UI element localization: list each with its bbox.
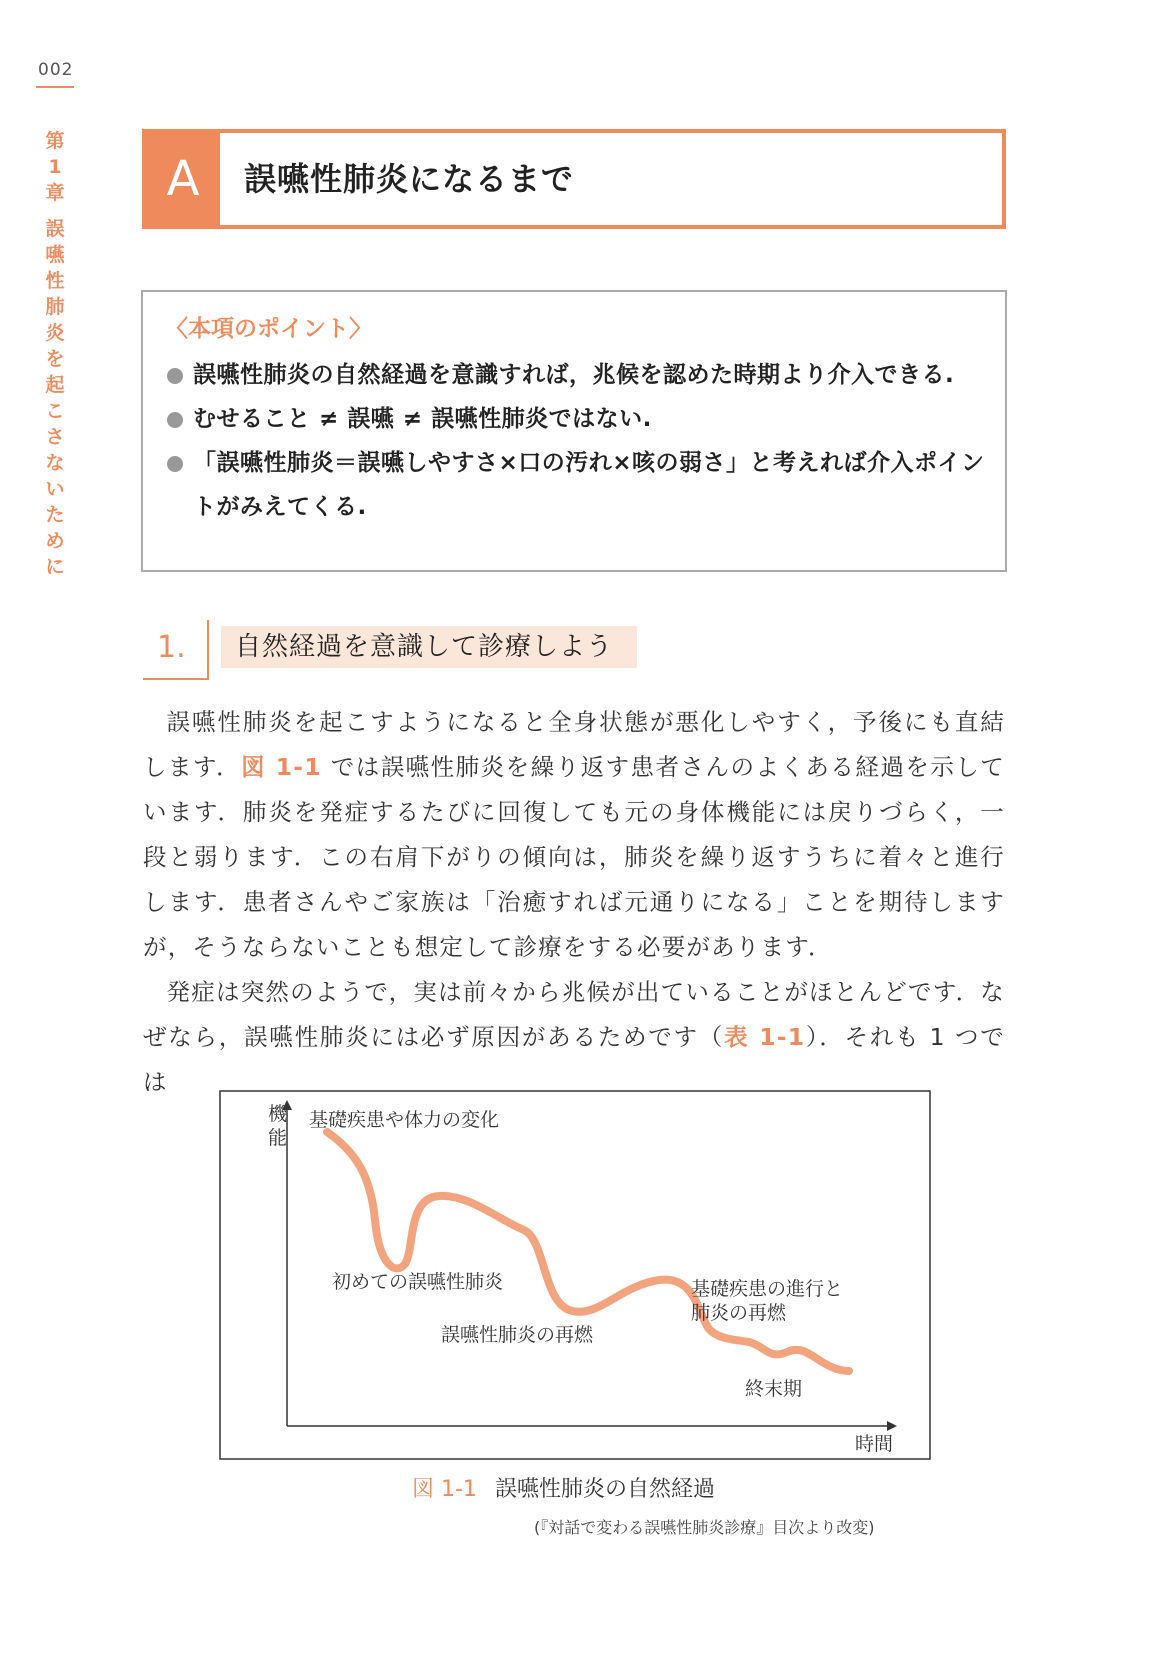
key-point-text: 誤嚥性肺炎の自然経過を意識すれば，兆候を認めた時期より介入できる. <box>193 362 955 388</box>
chapter-char: 第 <box>45 130 65 152</box>
y-axis-label-char: 機 <box>268 1103 288 1125</box>
annotation-first-pneumonia: 初めての誤嚥性肺炎 <box>332 1271 504 1293</box>
annotation-progress-line1: 基礎疾患の進行と <box>691 1278 844 1300</box>
chapter-char: 1 <box>48 156 62 178</box>
annotation-progress-line2: 肺炎の再燃 <box>691 1302 787 1324</box>
body-paragraph <box>143 700 1005 970</box>
chapter-title-char: に <box>45 556 65 578</box>
table-reference-link[interactable]: 表 1-1 <box>724 1023 806 1051</box>
figure-reference-link[interactable]: 図 1-1 <box>241 753 322 781</box>
chapter-title-char: い <box>45 478 65 500</box>
figure-caption-source: (『対話で変わる誤嚥性肺炎診療』目次より改変) <box>534 1518 875 1537</box>
key-point-item <box>165 353 985 397</box>
body-paragraph <box>143 970 1005 1105</box>
chapter-title-char: 嚥 <box>45 244 65 266</box>
key-point-text: 「誤嚥性肺炎＝誤嚥しやすさ×口の汚れ×咳の弱さ」と考えれば介入ポイントがみえてくる. <box>193 450 985 520</box>
subsection-number-box <box>143 620 209 680</box>
body-text-run: ）．それも 1 つでは <box>143 1023 1005 1096</box>
annotation-relapse: 誤嚥性肺炎の再燃 <box>441 1324 594 1346</box>
section-letter: A <box>146 133 220 225</box>
chapter-title-char: た <box>45 504 65 526</box>
x-axis-label: 時間 <box>855 1433 894 1455</box>
key-point-item <box>165 397 985 441</box>
body-text-run: では誤嚥性肺炎を繰り返す患者さんのよくある経過を示しています．肺炎を発症するたびに回復しても元の身体機能には戻りづらく，一段と弱ります．この右肩下がりの傾向は，肺炎を繰り返すうちに着々と進行します．患者さんやご家族は「治癒すれば元通りになる」ことを期待しますが，そうならないことも想定して診療をする必要があります． <box>143 753 1006 961</box>
annotation-end-stage: 終末期 <box>745 1378 803 1400</box>
y-axis-label-char: 能 <box>268 1127 288 1149</box>
figure-caption-number: 図 1-1 <box>412 1477 477 1502</box>
figure-natural-course <box>219 1090 931 1460</box>
bullet-dot-icon <box>167 412 183 428</box>
page-number-rule <box>36 86 74 88</box>
chapter-title-char: な <box>45 452 65 474</box>
key-point-item <box>165 441 985 529</box>
figure-caption <box>412 1472 715 1503</box>
bullet-dot-icon <box>167 456 183 472</box>
subsection-number: 1. <box>157 630 186 665</box>
body-text-run: 発症は突然のようで，実は前々から兆候が出ていることがほとんどです．なぜなら，誤嚥性肺炎には必ず原因があるためです（ <box>143 978 1005 1051</box>
chapter-char: 章 <box>45 182 65 204</box>
key-points-box <box>141 290 1007 572</box>
chapter-title-char: さ <box>45 426 65 448</box>
body-text-run: 誤嚥性肺炎を起こすようになると全身状態が悪化しやすく，予後にも直結します． <box>143 708 1005 781</box>
key-point-text: むせること ≠ 誤嚥 ≠ 誤嚥性肺炎ではない. <box>193 406 652 432</box>
figure-caption-title: 誤嚥性肺炎の自然経過 <box>494 1477 715 1502</box>
section-title: 誤嚥性肺炎になるまで <box>244 160 575 198</box>
section-header <box>142 129 1006 229</box>
page-number: 002 <box>38 60 74 80</box>
chapter-title-char: め <box>45 530 65 552</box>
key-points-heading: 〈本項のポイント〉 <box>165 316 372 342</box>
chapter-title-char: こ <box>45 400 65 422</box>
chapter-title-char: 性 <box>45 270 65 292</box>
annotation-start: 基礎疾患や体力の変化 <box>309 1109 500 1131</box>
chapter-title-char: 炎 <box>45 322 65 344</box>
bullet-dot-icon <box>167 368 183 384</box>
chapter-title-char: 肺 <box>45 296 65 318</box>
subsection-title: 自然経過を意識して診療しよう <box>235 632 614 662</box>
chapter-title-char: を <box>45 348 65 370</box>
chapter-side-label <box>43 128 67 580</box>
chapter-title-char: 誤 <box>45 218 65 240</box>
body-text <box>143 700 1005 1105</box>
figure-frame <box>220 1091 930 1459</box>
chapter-title-char: 起 <box>45 374 65 396</box>
